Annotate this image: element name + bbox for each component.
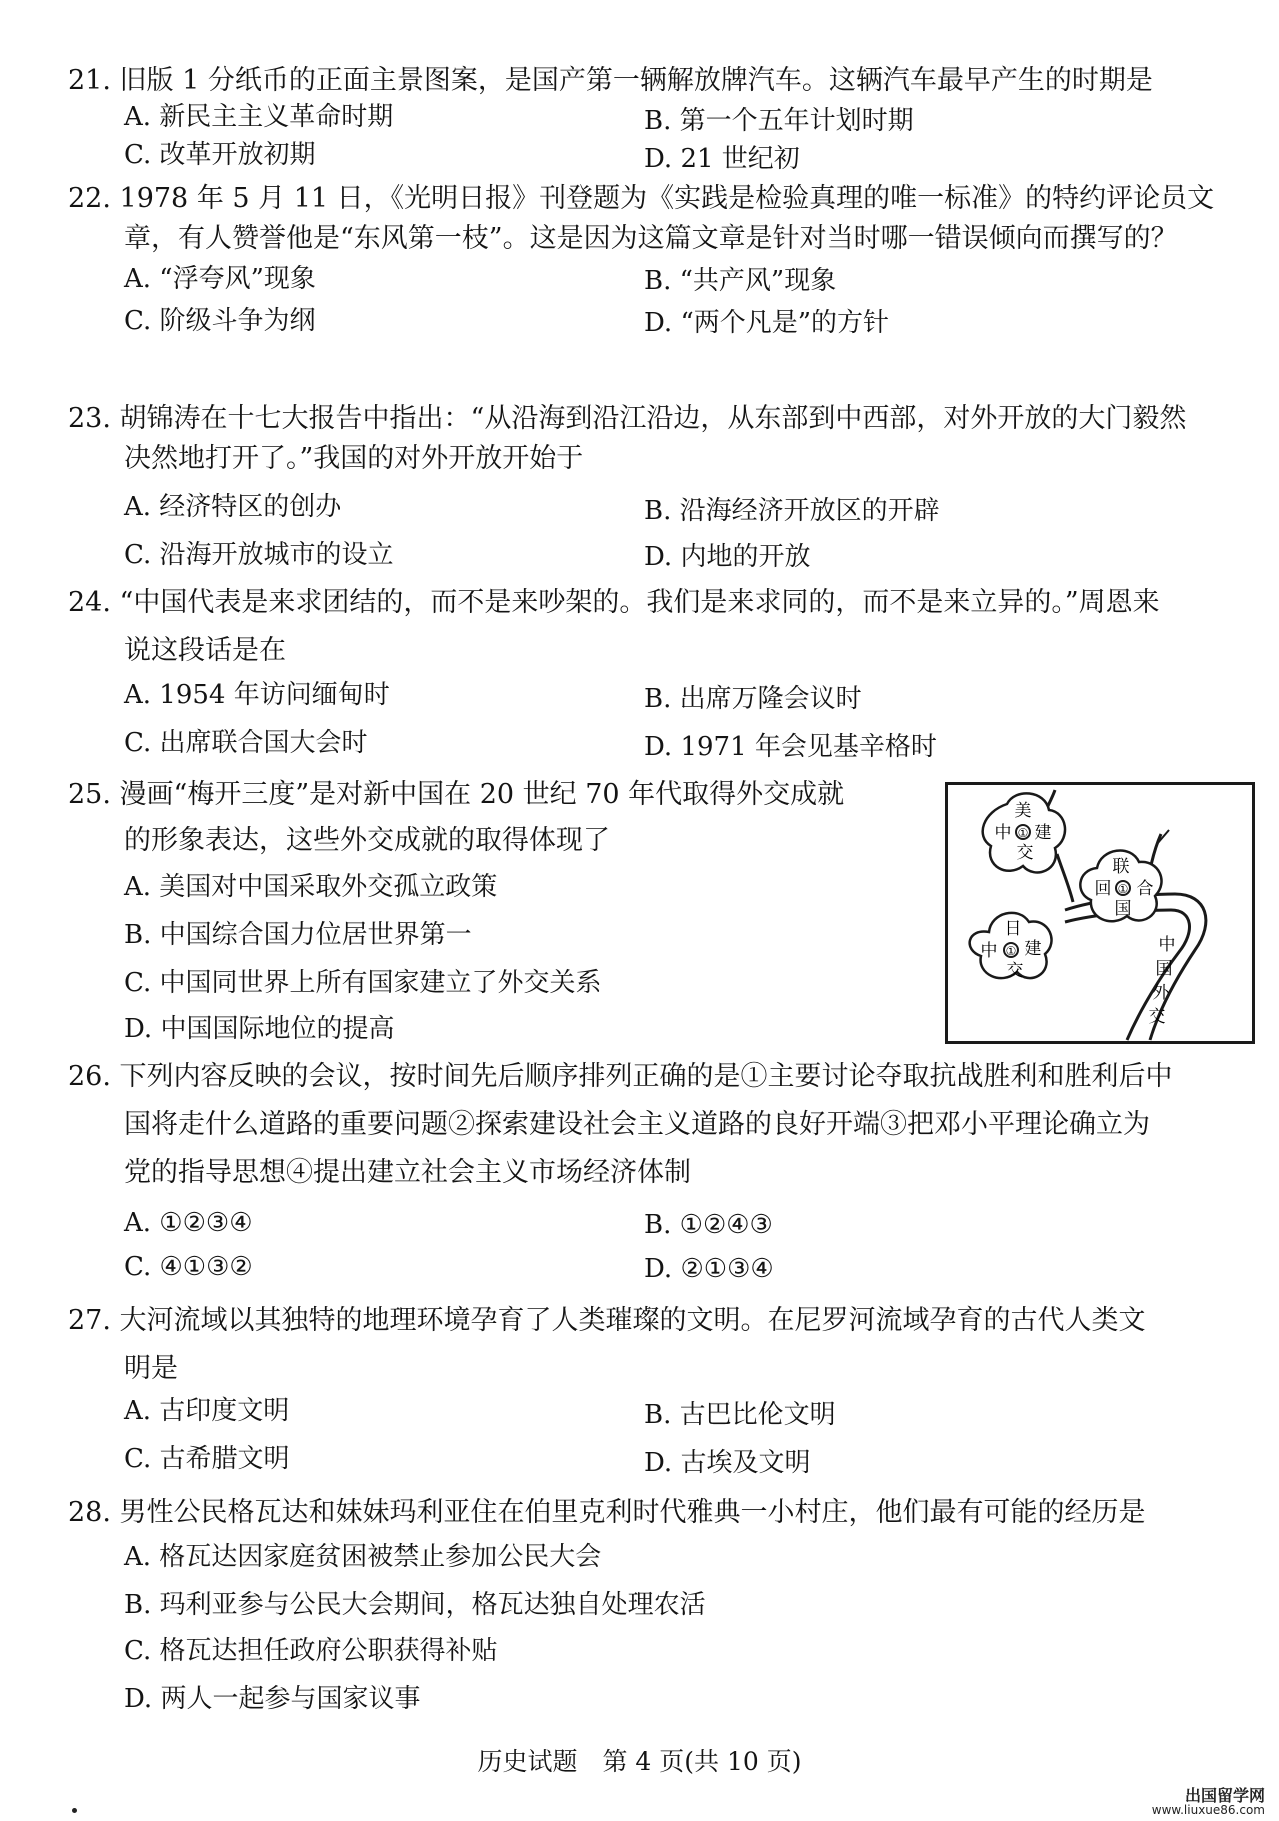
blossom-char: 建 [1024, 939, 1042, 959]
question-28-option-d: D. 两人一起参与国家议事 [124, 1684, 421, 1714]
blossom-char: 中 [980, 941, 998, 961]
question-22-option-b: B. “共产风”现象 [644, 266, 837, 296]
blossom-char: 合 [1136, 879, 1154, 899]
question-28-option-b: B. 玛利亚参与公民大会期间，格瓦达独自处理农活 [124, 1590, 706, 1620]
question-21-option-a: A. 新民主主义革命时期 [124, 102, 394, 132]
question-27-option-c: C. 古希腊文明 [124, 1444, 290, 1474]
watermark-url: www.liuxue86.com [1151, 1803, 1265, 1817]
blossom-char: 联 [1112, 857, 1130, 877]
question-26-option-a: A. ①②③④ [124, 1208, 253, 1238]
question-23-option-c: C. 沿海开放城市的设立 [124, 540, 394, 570]
blossom-center-glyph: ① [1117, 882, 1129, 896]
blossom-char: 中 [994, 823, 1012, 843]
question-27-stem: 27. 大河流域以其独特的地理环境孕育了人类璀璨的文明。在尼罗河流域孕育的古代人类文 [68, 1305, 1146, 1336]
question-27-option-b: B. 古巴比伦文明 [644, 1400, 836, 1430]
question-25-option-d: D. 中国国际地位的提高 [124, 1014, 395, 1044]
question-23-option-a: A. 经济特区的创办 [124, 492, 342, 522]
question-22-stem: 22. 1978 年 5 月 11 日，《光明日报》刊登题为《实践是检验真理的唯一标准》的特约评论员文 [68, 183, 1215, 214]
question-25-option-b: B. 中国综合国力位居世界第一 [124, 920, 472, 950]
blossom-char: 国 [1114, 899, 1132, 919]
blossom-char: 交 [1006, 961, 1024, 981]
question-21-option-c: C. 改革开放初期 [124, 140, 316, 170]
page-footer: 历史试题 第 4 页(共 10 页) [477, 1747, 802, 1776]
question-25-stem-continued: 的形象表达，这些外交成就的取得体现了 [124, 825, 610, 856]
question-24-option-c: C. 出席联合国大会时 [124, 728, 368, 758]
question-21-option-d: D. 21 世纪初 [644, 144, 800, 174]
question-24-option-b: B. 出席万隆会议时 [644, 684, 862, 714]
question-26-stem-continued: 国将走什么道路的重要问题②探索建设社会主义道路的良好开端③把邓小平理论确立为 [124, 1109, 1150, 1140]
question-25-option-a: A. 美国对中国采取外交孤立政策 [124, 872, 498, 902]
question-27-option-a: A. 古印度文明 [124, 1396, 290, 1426]
question-21-option-b: B. 第一个五年计划时期 [644, 106, 914, 136]
question-22-stem-continued: 章，有人赞誉他是“东风第一枝”。这是因为这篇文章是针对当时哪一错误倾向而撰写的？ [124, 223, 1178, 254]
question-22-option-d: D. “两个凡是”的方针 [644, 308, 890, 338]
question-28-stem: 28. 男性公民格瓦达和妹妹玛利亚住在伯里克利时代雅典一小村庄，他们最有可能的经历是 [68, 1497, 1146, 1528]
branch-label-char: 交 [1148, 1007, 1166, 1027]
question-28-option-a: A. 格瓦达因家庭贫困被禁止参加公民大会 [124, 1542, 602, 1572]
question-24-stem: 24. “中国代表是来求团结的，而不是来吵架的。我们是来求同的，而不是来立异的。”周恩来 [68, 587, 1160, 618]
question-22-option-c: C. 阶级斗争为纲 [124, 306, 316, 336]
question-24-stem-continued: 说这段话是在 [124, 635, 286, 666]
site-watermark [1152, 1788, 1265, 1818]
question-21-stem: 21. 旧版 1 分纸币的正面主景图案，是国产第一辆解放牌汽车。这辆汽车最早产生的时期是 [68, 65, 1153, 96]
question-27-stem-continued: 明是 [124, 1353, 178, 1384]
blossom-center-glyph: ① [1005, 944, 1017, 958]
scan-speck [72, 1808, 77, 1813]
branch-label-char: 国 [1155, 959, 1173, 979]
cartoon-plum-blossom-diplomacy [945, 782, 1255, 1044]
question-23-option-b: B. 沿海经济开放区的开辟 [644, 496, 940, 526]
question-28-option-c: C. 格瓦达担任政府公职获得补贴 [124, 1636, 498, 1666]
question-26-stem: 26. 下列内容反映的会议，按时间先后顺序排列正确的是①主要讨论夺取抗战胜利和胜利后中 [68, 1061, 1173, 1092]
question-24-option-d: D. 1971 年会见基辛格时 [644, 732, 937, 762]
blossom-char: 日 [1004, 919, 1022, 939]
blossom-center-glyph: ① [1017, 826, 1029, 840]
question-25-option-c: C. 中国同世界上所有国家建立了外交关系 [124, 968, 602, 998]
blossom-char: 回 [1094, 879, 1112, 899]
question-23-stem-continued: 决然地打开了。”我国的对外开放开始于 [124, 443, 584, 474]
question-24-option-a: A. 1954 年访问缅甸时 [124, 680, 390, 710]
question-23-stem: 23. 胡锦涛在十七大报告中指出：“从沿海到沿江沿边，从东部到中西部，对外开放的大门毅然 [68, 403, 1187, 434]
blossom-char: 美 [1014, 801, 1032, 821]
blossom-char: 建 [1034, 823, 1052, 843]
question-25-stem: 25. 漫画“梅开三度”是对新中国在 20 世纪 70 年代取得外交成就 [68, 779, 845, 810]
question-26-option-c: C. ④①③② [124, 1252, 253, 1282]
question-27-option-d: D. 古埃及文明 [644, 1448, 811, 1478]
question-22-option-a: A. “浮夸风”现象 [124, 264, 316, 294]
question-26-stem-continued: 党的指导思想④提出建立社会主义市场经济体制 [124, 1157, 691, 1188]
blossom-char: 交 [1016, 843, 1034, 863]
question-23-option-d: D. 内地的开放 [644, 542, 811, 572]
branch-label-char: 外 [1152, 983, 1170, 1003]
question-26-option-b: B. ①②④③ [644, 1210, 773, 1240]
watermark-name: 出国留学网 [1184, 1786, 1265, 1805]
question-26-option-d: D. ②①③④ [644, 1254, 774, 1284]
branch-label-char: 中 [1158, 935, 1176, 955]
